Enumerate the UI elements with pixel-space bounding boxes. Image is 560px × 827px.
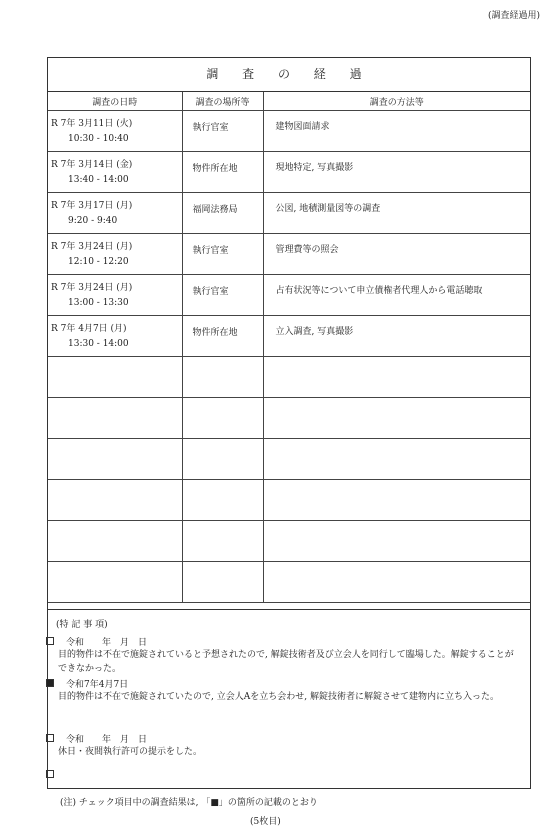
- investigation-table: [48, 92, 530, 603]
- method-cell[interactable]: [263, 357, 530, 398]
- empty-table-row: [48, 357, 530, 398]
- place-cell[interactable]: [182, 398, 263, 439]
- footnote: (注) チェック項目中の調査結果は, 「■」の箇所の記載のとおり: [60, 798, 318, 808]
- checkbox-4[interactable]: [46, 770, 54, 778]
- place-text: 執行官室: [192, 287, 229, 297]
- method-cell: [263, 193, 530, 234]
- place-text: 執行官室: [192, 246, 229, 256]
- method-cell: [263, 152, 530, 193]
- date-cell[interactable]: [48, 398, 182, 439]
- header-place: 調査の場所等: [182, 92, 263, 111]
- method-text: 占有状況等について申立債権者代理人から電話聴取: [275, 286, 483, 296]
- method-text: 公図, 地積測量図等の調査: [275, 204, 381, 214]
- method-cell[interactable]: [263, 562, 530, 603]
- time-line: 10:30 - 10:40: [68, 134, 129, 144]
- time-line: 12:10 - 12:20: [68, 257, 129, 267]
- time-line: 9:20 - 9:40: [68, 216, 118, 226]
- method-text: 立入調査, 写真撮影: [275, 327, 354, 337]
- method-cell: [263, 316, 530, 357]
- table-row: [48, 111, 530, 152]
- place-cell[interactable]: [182, 521, 263, 562]
- place-cell: [182, 234, 263, 275]
- place-cell[interactable]: [182, 439, 263, 480]
- time-line: 13:00 - 13:30: [68, 298, 129, 308]
- method-text: 管理費等の照会: [275, 245, 339, 255]
- date-cell: [48, 193, 182, 234]
- place-cell: [182, 152, 263, 193]
- date-line: R 7年 3月17日 (月): [51, 201, 133, 211]
- place-cell: [182, 316, 263, 357]
- header-method: 調査の方法等: [263, 92, 530, 111]
- special-notes-section: [48, 609, 530, 788]
- table-row: [48, 316, 530, 357]
- note-date: 令和7年4月7日: [66, 680, 129, 690]
- place-cell: [182, 111, 263, 152]
- method-cell: [263, 275, 530, 316]
- note-text: 休日・夜間執行許可の提示をした。: [58, 747, 203, 757]
- method-cell[interactable]: [263, 521, 530, 562]
- checkbox-1[interactable]: [46, 637, 54, 645]
- date-cell: [48, 152, 182, 193]
- date-cell[interactable]: [48, 357, 182, 398]
- date-cell: [48, 234, 182, 275]
- date-line: R 7年 4月7日 (月): [51, 324, 127, 334]
- date-cell[interactable]: [48, 439, 182, 480]
- table-row: [48, 275, 530, 316]
- note-text: 目的物件は不在で施錠されていると予想されたので, 解錠技術者及び立会人を同行して臨場した。解錠することができなかった。: [58, 650, 514, 674]
- empty-table-row: [48, 562, 530, 603]
- place-text: 福岡法務局: [192, 205, 238, 215]
- method-text: 建物図面請求: [275, 122, 330, 132]
- investigation-record-form: [47, 57, 531, 789]
- date-cell: [48, 275, 182, 316]
- date-cell[interactable]: [48, 562, 182, 603]
- note-date: 令和 年 月 日: [66, 735, 148, 745]
- method-cell: [263, 111, 530, 152]
- page-number: (5枚目): [250, 817, 281, 827]
- header-date: 調査の日時: [48, 92, 182, 111]
- time-line: 13:30 - 14:00: [68, 339, 129, 349]
- place-cell[interactable]: [182, 562, 263, 603]
- table-body: [48, 111, 530, 603]
- place-text: 物件所在地: [192, 164, 238, 174]
- form-title: 調 査 の 経 過: [48, 58, 530, 92]
- checkbox-3[interactable]: [46, 734, 54, 742]
- date-line: R 7年 3月24日 (月): [51, 242, 133, 252]
- method-cell[interactable]: [263, 439, 530, 480]
- date-cell[interactable]: [48, 521, 182, 562]
- place-cell[interactable]: [182, 480, 263, 521]
- empty-table-row: [48, 521, 530, 562]
- place-text: 執行官室: [192, 123, 229, 133]
- method-text: 現地特定, 写真撮影: [275, 163, 354, 173]
- method-cell: [263, 234, 530, 275]
- place-cell[interactable]: [182, 357, 263, 398]
- date-line: R 7年 3月11日 (火): [51, 119, 133, 129]
- place-cell: [182, 275, 263, 316]
- table-row: [48, 193, 530, 234]
- empty-table-row: [48, 398, 530, 439]
- date-cell[interactable]: [48, 480, 182, 521]
- date-line: R 7年 3月14日 (金): [51, 160, 133, 170]
- date-line: R 7年 3月24日 (月): [51, 283, 133, 293]
- note-date: 令和 年 月 日: [66, 638, 148, 648]
- note-text: 目的物件は不在で施錠されていたので, 立会人Aを立ち会わせ, 解錠技術者に解錠させて建物内に立ち入った。: [58, 692, 499, 702]
- date-cell: [48, 316, 182, 357]
- place-cell: [182, 193, 263, 234]
- notes-heading: (特 記 事 項): [56, 620, 108, 630]
- table-row: [48, 152, 530, 193]
- table-header-row: [48, 92, 530, 111]
- place-text: 物件所在地: [192, 328, 238, 338]
- time-line: 13:40 - 14:00: [68, 175, 129, 185]
- form-type-label: (調査経過用): [487, 11, 540, 21]
- date-cell: [48, 111, 182, 152]
- method-cell[interactable]: [263, 480, 530, 521]
- method-cell[interactable]: [263, 398, 530, 439]
- empty-table-row: [48, 480, 530, 521]
- checkbox-2[interactable]: [46, 679, 54, 687]
- empty-table-row: [48, 439, 530, 480]
- table-row: [48, 234, 530, 275]
